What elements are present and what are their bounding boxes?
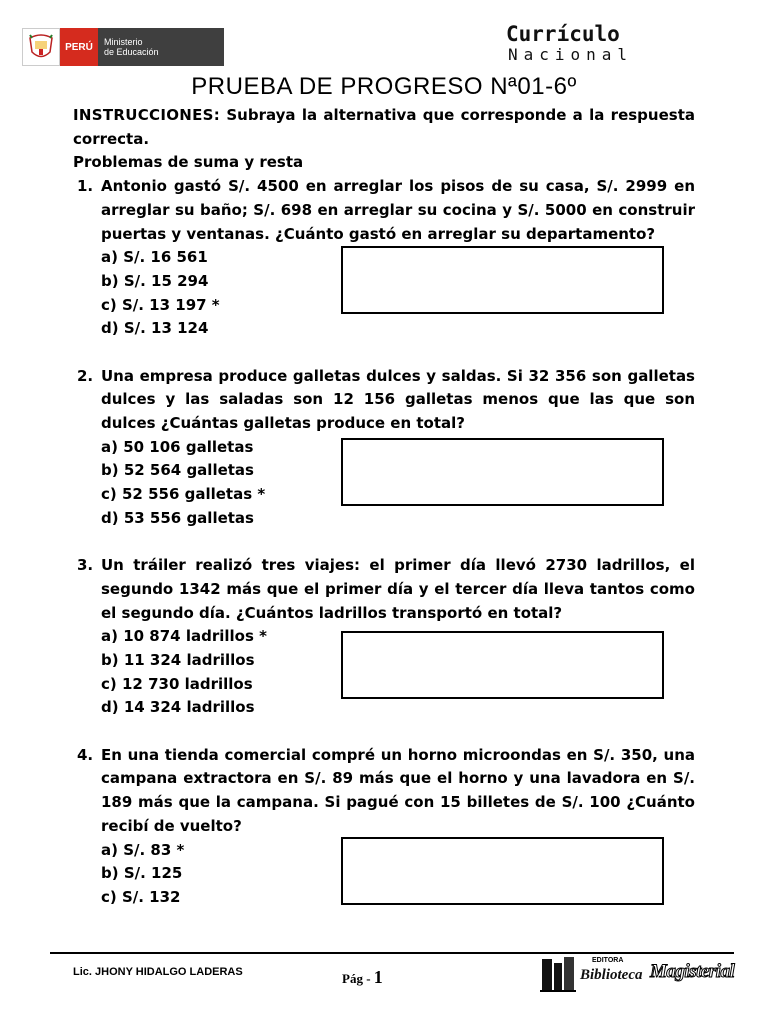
problem-statement: Una empresa produce galletas dulces y saldas. Si 32 356 son galletas dulces y las saladas son 12 156 galletas menos que las que son dulces ¿Cuántas galletas produce en total?: [101, 366, 695, 433]
problem-statement: Antonio gastó S/. 4500 en arreglar los pisos de su casa, S/. 2999 en arreglar su baño; S/. 698 en arreglar su cocina y S/. 5000 en construir puertas y ventanas. ¿Cuánto gastó en arreglar su departamento?: [101, 177, 695, 243]
instructions-label: INSTRUCCIONES:: [73, 106, 221, 124]
option-a[interactable]: a) 10 874 ladrillos *: [101, 627, 267, 646]
problem-2: [73, 365, 695, 531]
option-d[interactable]: d) 14 324 ladrillos: [101, 698, 255, 717]
page-label: Pág -: [342, 971, 371, 986]
option-c[interactable]: c) S/. 13 197 *: [101, 295, 220, 314]
brand-line-1: Currículo: [506, 22, 620, 46]
publisher-line-1: Biblioteca: [580, 967, 643, 983]
answer-box[interactable]: [341, 837, 664, 905]
brand-line-2: Nacional: [508, 45, 634, 64]
answer-box[interactable]: [341, 246, 664, 314]
publisher-logo: [538, 955, 735, 995]
option-c[interactable]: c) 52 556 galletas *: [101, 485, 266, 504]
option-c[interactable]: c) S/. 132: [101, 887, 181, 906]
instructions-text: Subraya la alternativa que corresponde a la respuesta correcta.: [73, 106, 695, 148]
problem-number: 1.: [77, 177, 94, 196]
publisher-line-2: Magisterial: [650, 961, 735, 982]
instructions: [73, 104, 695, 151]
section-heading: Problemas de suma y resta: [73, 153, 304, 172]
coat-of-arms-icon: [22, 28, 60, 66]
curriculo-nacional-logo: [506, 22, 656, 64]
book-icon: [538, 955, 578, 995]
test-content: [73, 104, 695, 910]
problem-number: 3.: [77, 556, 94, 575]
problem-number: 4.: [77, 745, 94, 764]
problem-statement: Un tráiler realizó tres viajes: el primer día llevó 2730 ladrillos, el segundo 1342 más que el primer día y el tercer día lleva tantos como el segundo día. ¿Cuántos ladrillos transportó en total?: [101, 556, 695, 622]
problem-1: [73, 175, 695, 341]
page-header: [0, 0, 768, 76]
option-b[interactable]: b) 52 564 galletas: [101, 461, 254, 480]
problem-statement: En una tienda comercial compré un horno microondas en S/. 350, una campana extractora en S/. 89 más que el horno y una lavadora en S/. 189 más que la campana. Si pagué con 15 billetes de S/. 100 ¿Cuánto recibí de vuelto?: [101, 745, 695, 835]
publisher-small-label: EDITORA: [592, 957, 624, 964]
problem-number: 2.: [77, 366, 94, 385]
option-d[interactable]: d) 53 556 galletas: [101, 508, 254, 527]
peru-ministry-logo: [22, 28, 224, 66]
problem-4: [73, 744, 695, 910]
answer-box[interactable]: [341, 631, 664, 699]
footer-divider: [50, 952, 734, 954]
footer-author: Lic. JHONY HIDALGO LADERAS: [73, 966, 243, 978]
option-a[interactable]: a) S/. 16 561: [101, 248, 208, 267]
option-b[interactable]: b) S/. 125: [101, 864, 183, 883]
ministry-label: Ministerio de Educación: [98, 28, 224, 66]
page-title: PRUEBA DE PROGRESO Nª01-6º: [191, 73, 577, 100]
answer-box[interactable]: [341, 438, 664, 506]
problem-3: [73, 554, 695, 720]
option-c[interactable]: c) 12 730 ladrillos: [101, 674, 253, 693]
country-label: PERÚ: [60, 28, 98, 66]
page-number-value: 1: [373, 967, 383, 987]
option-a[interactable]: a) S/. 83 *: [101, 840, 185, 859]
option-b[interactable]: b) 11 324 ladrillos: [101, 651, 255, 669]
option-a[interactable]: a) 50 106 galletas: [101, 437, 254, 456]
option-d[interactable]: d) S/. 13 124: [101, 319, 209, 338]
page-number: [342, 967, 383, 988]
option-b[interactable]: b) S/. 15 294: [101, 271, 209, 290]
